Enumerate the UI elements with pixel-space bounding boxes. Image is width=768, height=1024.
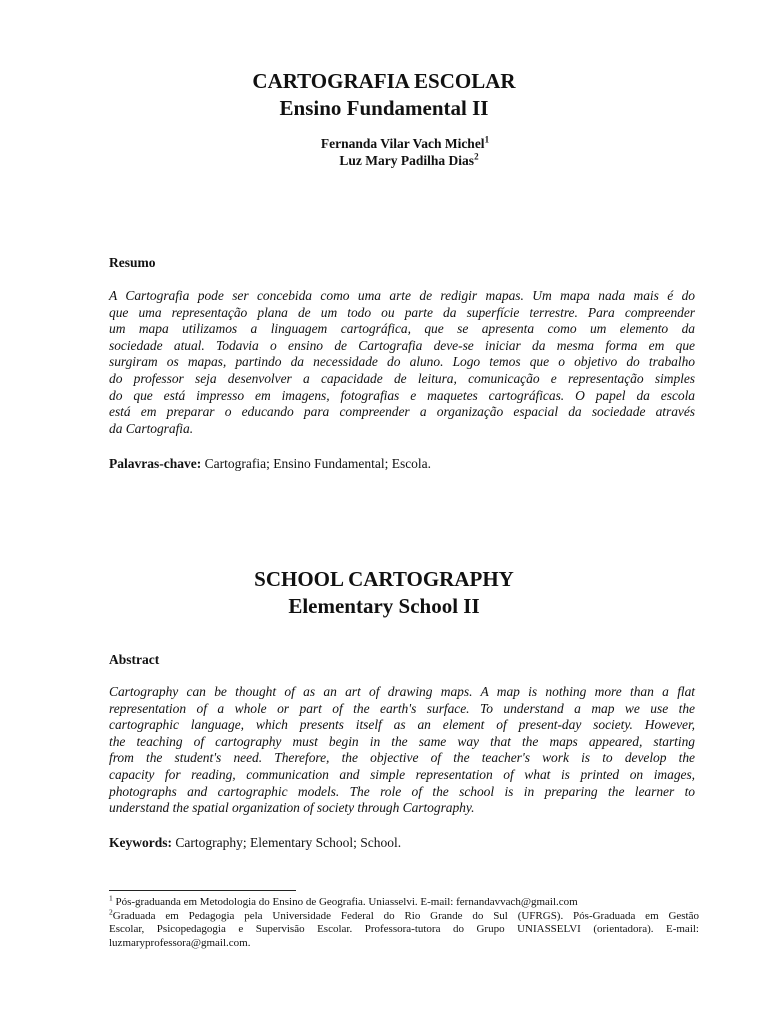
abstract-line: capacity for reading, communication and simple representation of what is printed on images, xyxy=(109,766,695,782)
resumo-line: surgiram os mapas, partindo da necessidade do aluno. Logo temos que o objetivo do trabalho xyxy=(109,354,695,370)
resumo-line: está em preparar o educando para compreender a organização espacial da sociedade através xyxy=(109,404,695,420)
footnote-mark: 1 xyxy=(484,134,490,145)
footnote-2 xyxy=(109,906,699,951)
footnote-divider xyxy=(109,890,296,891)
keywords-text: Cartografia; Ensino Fundamental; Escola. xyxy=(201,456,432,471)
footnote-line xyxy=(109,906,699,924)
palavras-chave xyxy=(109,455,431,472)
abstract-line: representation of a whole or part of the earth's surface. To understand a map we use the xyxy=(109,700,695,716)
resumo-heading: Resumo xyxy=(109,255,156,270)
resumo-line: sociedade atual. Todavia o ensino de Cartografia deve-se iniciar da mesma forma em que xyxy=(109,337,695,353)
english-title-block xyxy=(0,566,768,620)
author-2 xyxy=(0,152,768,169)
resumo-paragraph xyxy=(109,288,695,437)
keywords-label: Keywords: xyxy=(109,835,172,850)
footnote-mark: 1 xyxy=(109,893,113,903)
resumo-line: do professor seja desenvolver a capacidade de leitura, comunicação e representação simples xyxy=(109,370,695,386)
author-name: Luz Mary Padilha Dias xyxy=(339,153,475,168)
page-subtitle: Ensino Fundamental II xyxy=(279,96,489,120)
abstract-line: photographs and cartographic models. The role of the school is in preparing the learner to xyxy=(109,783,695,799)
author-list xyxy=(0,135,768,169)
keywords-label: Palavras-chave: xyxy=(109,456,202,471)
footnote-line: Escolar, Psicopedagogia e Supervisão Escolar. Professora-tutora do Grupo UNIASSELVI (orientadora). E-mail: xyxy=(109,923,699,936)
abstract-line: from the student's need. Therefore, the objective of the teacher's work is to develop the xyxy=(109,750,695,766)
footnote-mark: 2 xyxy=(109,906,113,916)
keywords xyxy=(109,834,401,851)
footnote-mark: 2 xyxy=(474,151,479,162)
footnote-text: Graduada em Pedagogia pela Universidade Federal do Rio Grande do Sul (UFRGS). Pós-Graduada em Gestão xyxy=(112,909,699,922)
footnotes xyxy=(109,893,699,950)
abstract-heading: Abstract xyxy=(109,652,160,667)
portuguese-title-block xyxy=(0,68,768,122)
author-name: Fernanda Vilar Vach Michel xyxy=(320,136,485,151)
footnote-line: luzmaryprofessora@gmail.com. xyxy=(109,936,251,949)
footnote-text: Pós-graduanda em Metodologia do Ensino de Geografia. Uniasselvi. E-mail: fernandavvach@gmail.com xyxy=(112,896,578,908)
footnote-1 xyxy=(109,893,699,910)
resumo-line: um mapa utilizamos a linguagem cartográfica, que se apresenta como um elemento da xyxy=(109,321,695,337)
resumo-line: do que está impresso em imagens, fotografias e maquetes cartográficas. O papel da escola xyxy=(109,387,695,403)
resumo-line: que uma representação plana de um todo ou parte da superfície terrestre. Para compreender xyxy=(109,304,695,320)
abstract-line: the teaching of cartography must begin in the same way that the maps appeared, starting xyxy=(109,733,695,749)
author-1 xyxy=(0,135,768,152)
abstract-line: Cartography can be thought of as an art of drawing maps. A map is nothing more than a flat xyxy=(109,684,695,699)
resumo-line: A Cartografia pode ser concebida como uma arte de redigir mapas. Um mapa nada mais é do xyxy=(109,288,695,303)
abstract-line: understand the spatial organization of society through Cartography. xyxy=(109,800,475,816)
english-subtitle: Elementary School II xyxy=(288,594,480,618)
english-title: SCHOOL CARTOGRAPHY xyxy=(254,567,514,591)
resumo-line: da Cartografia. xyxy=(109,420,194,436)
abstract-line: cartographic language, which presents itself as an element of present-day society. However, xyxy=(109,717,695,733)
keywords-text: Cartography; Elementary School; School. xyxy=(172,835,402,850)
page-title: CARTOGRAFIA ESCOLAR xyxy=(252,69,516,93)
abstract-paragraph xyxy=(109,684,695,817)
